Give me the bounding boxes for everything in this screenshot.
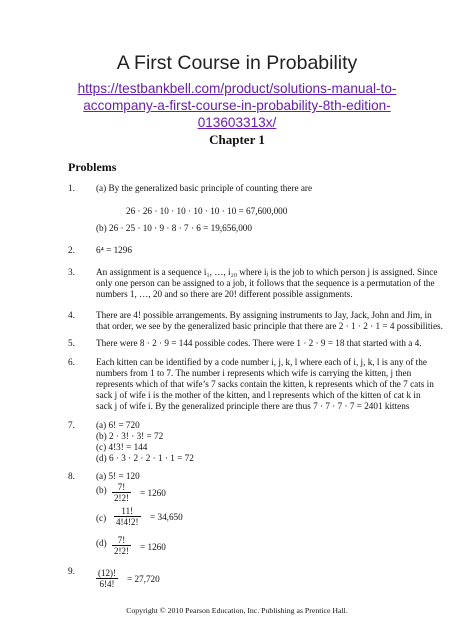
problem-8d-fraction	[112, 535, 131, 556]
problem-8c-numerator: 11!	[114, 506, 141, 517]
problem-8b-label: (b)	[96, 485, 107, 495]
problem-6-number: 6.	[68, 357, 75, 367]
problem-2-number: 2.	[68, 245, 75, 255]
problem-6-line-5: sack j of wife i. By the generalized principle there are thus 7 · 7 · 7 · 7 = 2401 kittens	[96, 401, 410, 411]
problem-8b-denominator: 2!2!	[114, 493, 129, 503]
document-title: A First Course in Probability	[116, 52, 358, 74]
problem-7c: (c) 4!3! = 144	[96, 442, 148, 452]
chapter-heading: Chapter 1	[209, 132, 265, 147]
problem-4-number: 4.	[68, 310, 75, 320]
problem-5-line-1: There were 8 · 2 · 9 = 144 possible codes. There were 1 · 2 · 9 = 18 that started with a 4.	[96, 338, 422, 348]
problem-7-number: 7.	[68, 420, 75, 430]
problem-8d-result: = 1260	[140, 542, 166, 552]
problem-3-line-3: numbers 1, …, 20 and so there are 20! different possible assignments.	[96, 289, 353, 299]
copyright-footer: Copyright © 2010 Pearson Education, Inc. Publishing as Prentice Hall.	[126, 606, 348, 615]
problem-8d-label: (d)	[96, 538, 107, 548]
problem-7a: (a) 6! = 720	[96, 420, 140, 430]
problem-7b: (b) 2 · 3! · 3! = 72	[96, 431, 164, 441]
problem-8b-result: = 1260	[140, 488, 166, 498]
problem-6-line-2: numbers from 1 to 7. The number i represents which wife is carrying the kitten, j then	[96, 368, 412, 378]
problem-4-line-1: There are 4! possible arrangements. By assigning instruments to Jay, Jack, John and Jim, in	[96, 310, 432, 320]
problem-9-denominator: 6!4!	[99, 579, 115, 589]
source-link-line-2[interactable]: accompany-a-first-course-in-probability-8th-edition-	[83, 98, 391, 113]
problem-1a-text: (a) By the generalized basic principle of counting there are	[96, 183, 313, 193]
source-link[interactable]	[0, 80, 474, 131]
problem-7d: (d) 6 · 3 · 2 · 2 · 1 · 1 = 72	[96, 453, 194, 463]
problem-8a: (a) 5! = 120	[96, 471, 140, 481]
problem-6-line-3: represents which of that wife’s 7 sacks contain the kitten, k represents which of the 7 cats in	[96, 379, 434, 389]
problem-9-fraction	[96, 568, 118, 589]
problem-9-result: = 27,720	[127, 574, 160, 584]
problem-8c-label: (c)	[96, 513, 107, 523]
problem-6-line-4: sack j of wife i is the mother of the kitten, and l represents which of the kitten of cat k in	[96, 390, 421, 400]
problem-2-text: 6⁴ = 1296	[96, 245, 132, 255]
problem-8b-fraction	[112, 482, 131, 503]
problem-8d-numerator: 7!	[112, 535, 131, 546]
problem-3-line-2: only one person can be assigned to a job, it follows that the sequence is a permutation of the	[96, 278, 435, 288]
problem-1-number: 1.	[68, 183, 75, 193]
section-heading: Problems	[68, 160, 117, 174]
problem-8b-numerator: 7!	[112, 482, 131, 493]
problem-3-number: 3.	[68, 267, 75, 277]
problem-9-number: 9.	[68, 566, 75, 576]
problem-5-number: 5.	[68, 338, 75, 348]
problem-3-line-1: An assignment is a sequence i₁, …, i₂₀ where iⱼ is the job to which person j is assigned. Since	[96, 267, 438, 277]
problem-8d-denominator: 2!2!	[114, 546, 129, 556]
problem-6-line-1: Each kitten can be identified by a code number i, j, k, l where each of i, j, k, l is any of the	[96, 357, 427, 367]
source-link-line-3[interactable]: 013603313x/	[197, 115, 277, 130]
problem-8c-fraction	[114, 506, 141, 527]
problem-4-line-2: that order, we see by the generalized basic principle that there are 2 · 1 · 2 · 1 = 4 possibilities.	[96, 321, 443, 331]
problem-9-numerator: (12)!	[98, 568, 116, 578]
problem-8-number: 8.	[68, 471, 75, 481]
problem-1b-equation: (b) 26 · 25 · 10 · 9 · 8 · 7 · 6 = 19,656,000	[96, 223, 252, 233]
problem-8c-result: = 34,650	[150, 512, 183, 522]
problem-8c-denominator: 4!4!2!	[116, 517, 139, 527]
source-link-line-1[interactable]: https://testbankbell.com/product/solutions-manual-to-	[77, 81, 397, 96]
problem-1a-equation: 26 · 26 · 10 · 10 · 10 · 10 · 10 = 67,600,000	[126, 206, 288, 216]
